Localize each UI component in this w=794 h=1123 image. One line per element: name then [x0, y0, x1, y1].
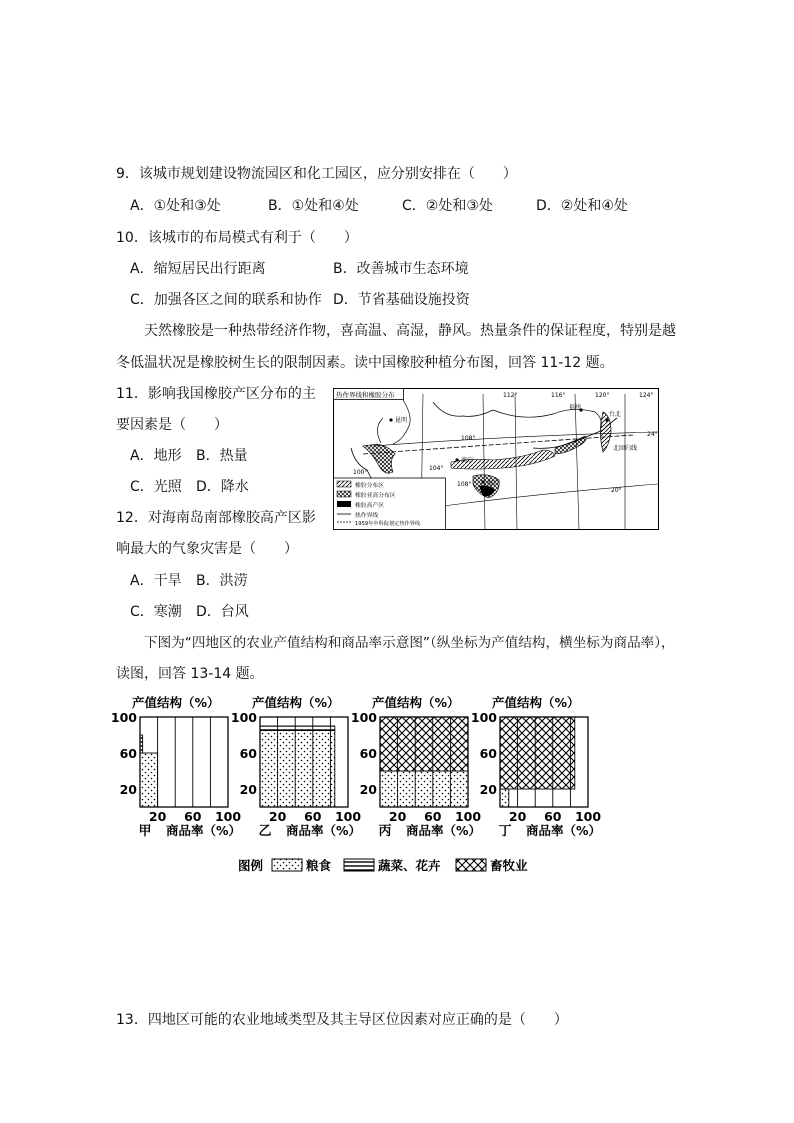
rubber-distribution-map: [333, 388, 659, 530]
q12-option-b: B．洪涝: [196, 573, 248, 589]
panel-x-axis-label: 商品率（%）: [526, 823, 602, 838]
q12-option-a: A．干旱: [130, 573, 182, 589]
chart-legend-swatch-2: [456, 859, 486, 871]
q10-option-d: D．节省基础设施投资: [333, 292, 470, 308]
panel-丙-region-0: [380, 771, 468, 807]
map-lon-104: 104°: [429, 465, 444, 472]
panel-丁-region-1: [500, 717, 575, 789]
map-place-kunming: 昆明: [395, 417, 408, 424]
q10-option-c: C．加强各区之间的联系和协作: [130, 292, 322, 308]
chart-legend-swatch-0: [272, 859, 302, 871]
intro2-line1: 下图为“四地区的农业产值结构和商品率示意图”（纵坐标为产值结构，横坐标为商品率），: [144, 635, 675, 651]
panel-y-tick: 60: [119, 746, 137, 761]
q9-option-b: B．①处和④处: [268, 198, 359, 214]
panel-name-丁: 丁: [498, 824, 512, 839]
q9-option-d: D．②处和④处: [536, 198, 628, 214]
intro1-line1: 天然橡胶是一种热带经济作物，喜高温、高湿，静风。热量条件的保证程度，特别是越: [144, 323, 676, 339]
panel-乙-region-0: [260, 731, 335, 808]
map-lon-108: 108°: [457, 481, 472, 488]
panel-y-tick: 100: [470, 710, 497, 725]
q10-option-a: A．缩短居民出行距离: [130, 261, 266, 277]
panel-name-乙: 乙: [258, 824, 272, 839]
panel-x-tick: 60: [304, 809, 322, 824]
q13-stem: 13．四地区可能的农业地域类型及其主导区位因素对应正确的是（ ）: [116, 1012, 568, 1028]
panel-x-tick: 100: [454, 809, 482, 824]
panel-name-丙: 丙: [378, 824, 392, 839]
q12-stem-line2: 响最大的气象灾害是（ ）: [116, 541, 298, 557]
panel-y-tick: 100: [230, 710, 257, 725]
map-legend-3: 橡胶高产区: [355, 503, 384, 509]
panel-x-tick: 100: [574, 809, 602, 824]
map-lon-108-top: 108°: [461, 435, 476, 442]
q11-option-d: D．降水: [196, 479, 249, 495]
map-title: 热作界线和橡胶分布: [336, 391, 395, 399]
q11-option-a: A．地形: [130, 448, 182, 464]
panel-y-tick: 100: [350, 710, 377, 725]
q12-option-d: D．台风: [196, 604, 249, 620]
panel-y-tick: 20: [119, 782, 137, 797]
panel-name-甲: 甲: [138, 824, 152, 839]
panel-y-tick: 60: [239, 746, 257, 761]
intro2-line2: 读图，回答 13-14 题。: [116, 666, 264, 682]
panel-x-tick: 60: [424, 809, 442, 824]
panel-y-tick: 20: [359, 782, 377, 797]
q9-option-a: A．①处和③处: [130, 198, 221, 214]
chart-legend-label-0: 粮食: [306, 858, 332, 873]
panel-x-tick: 60: [184, 809, 202, 824]
map-legend-2: 橡胶亚高分布区: [355, 493, 396, 499]
panel-x-axis-label: 商品率（%）: [406, 823, 482, 838]
q11-option-c: C．光照: [130, 479, 182, 495]
map-legend-4: 热作界线: [355, 513, 379, 519]
panel-y-axis-label: 产值结构（%）: [372, 695, 460, 710]
panel-y-tick: 60: [359, 746, 377, 761]
panel-y-axis-label: 产值结构（%）: [492, 695, 580, 710]
panel-x-tick: 20: [388, 809, 407, 824]
chart-legend-label-1: 蔬菜、花卉: [378, 858, 441, 873]
chart-legend-title: 图例: [238, 858, 264, 873]
map-legend-5: 1959年中科院划定热作界线: [355, 521, 421, 527]
chart-legend-label-2: 畜牧业: [490, 858, 528, 873]
panel-丙-region-1: [380, 717, 468, 771]
q12-option-c: C．寒潮: [130, 604, 182, 620]
map-lon-120: 120°: [595, 392, 610, 399]
panel-y-tick: 100: [110, 710, 137, 725]
panel-甲-region-0: [140, 753, 158, 807]
panel-x-tick: 100: [334, 809, 362, 824]
map-place-fuzhou: 福州: [569, 404, 582, 411]
map-lon-124: 124°: [639, 392, 654, 399]
q10-stem: 10．该城市的布局模式有利于（ ）: [116, 230, 358, 246]
panel-x-axis-label: 商品率（%）: [286, 823, 362, 838]
panel-x-tick: 20: [148, 809, 167, 824]
map-legend-1: 橡胶分布区: [355, 483, 384, 489]
q11-stem-line1: 11．影响我国橡胶产区分布的主: [116, 386, 316, 402]
q9-option-c: C．②处和③处: [402, 198, 493, 214]
q12-stem-line1: 12．对海南岛南部橡胶高产区影: [116, 510, 316, 526]
map-place-nanning: 南宁: [461, 457, 474, 464]
panel-x-tick: 20: [508, 809, 527, 824]
panel-x-tick: 60: [544, 809, 562, 824]
q11-option-b: B．热量: [196, 448, 248, 464]
panel-乙-region-1: [260, 726, 335, 731]
map-lon-112: 112°: [503, 392, 518, 399]
map-place-tropic: 北回归线: [613, 445, 638, 452]
panel-y-axis-label: 产值结构（%）: [252, 695, 340, 710]
map-place-taipei: 台北: [609, 411, 622, 418]
panel-x-axis-label: 商品率（%）: [166, 823, 242, 838]
agriculture-structure-chart: [110, 693, 610, 877]
map-lat-20: 20°: [611, 487, 622, 494]
chart-legend-swatch-1: [344, 859, 374, 871]
map-lat-24: 24°: [647, 431, 658, 438]
q9-stem: 9．该城市规划建设物流园区和化工园区，应分别安排在（ ）: [116, 166, 517, 182]
intro1-line2: 冬低温状况是橡胶树生长的限制因素。读中国橡胶种植分布图，回答 11-12 题。: [116, 355, 614, 371]
panel-y-tick: 20: [479, 782, 497, 797]
panel-x-tick: 100: [214, 809, 242, 824]
q11-stem-line2: 要因素是（ ）: [116, 417, 228, 433]
map-place-haikou: 海口: [487, 480, 500, 487]
map-lon-116: 116°: [551, 392, 566, 399]
panel-y-tick: 20: [239, 782, 257, 797]
panel-丁-region-0: [500, 789, 509, 807]
q10-option-b: B．改善城市生态环境: [333, 261, 469, 277]
map-lon-100: 100°: [353, 469, 368, 476]
panel-y-tick: 60: [479, 746, 497, 761]
panel-y-axis-label: 产值结构（%）: [132, 695, 220, 710]
panel-x-tick: 20: [268, 809, 287, 824]
